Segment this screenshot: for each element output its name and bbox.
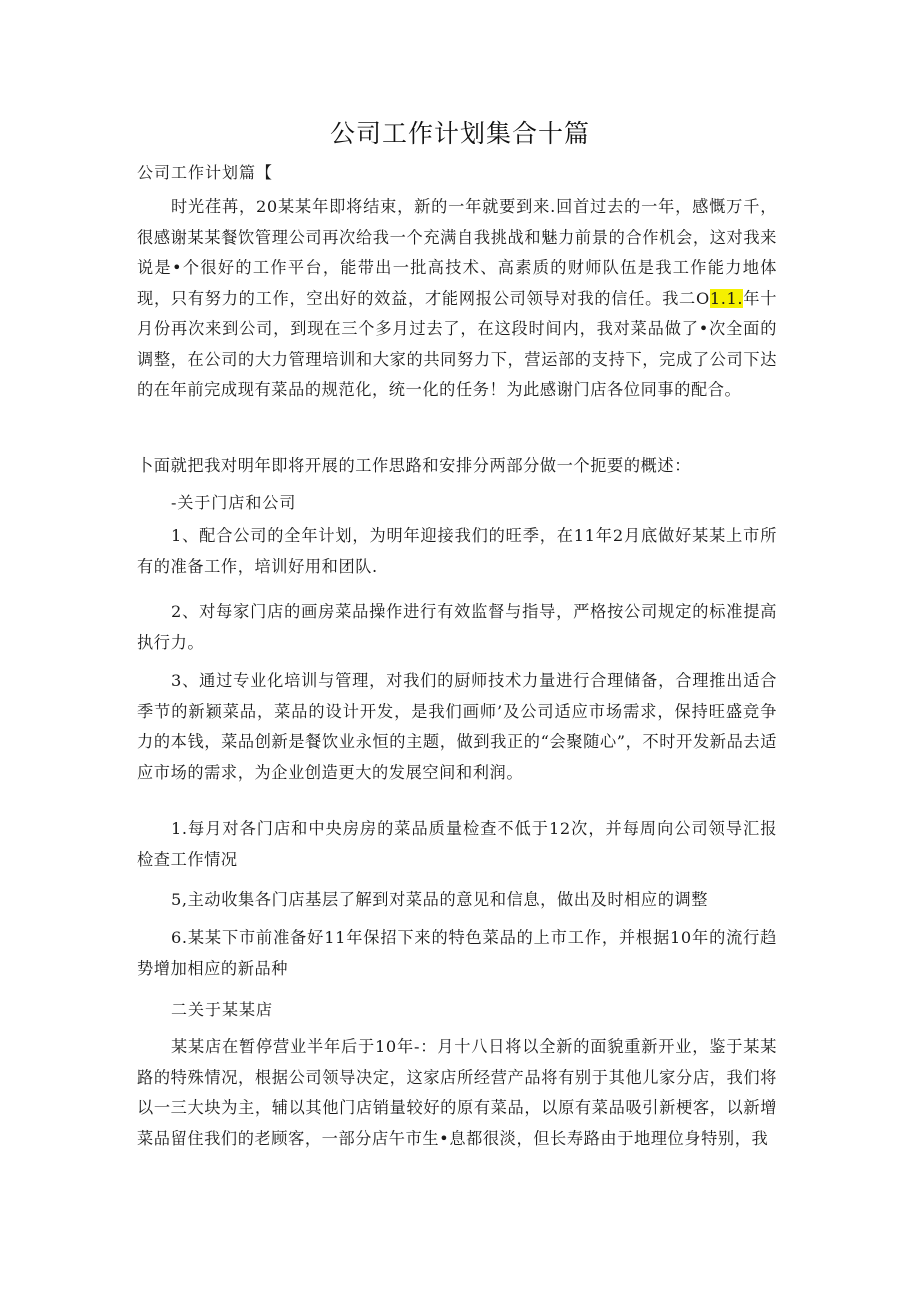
list-item-4: 1.每月对各门店和中央房房的菜品质量检查不低于12次，并每周向公司领导汇报检查工作情况 [137,819,777,869]
section-heading-2: 二关于某某店 [171,1000,274,1019]
intro-text-a: 时光荏苒，20某某年即将结束，新的一年就要到来.回首过去的一年，感慨万千，很感谢某某餐饮管理公司再次给我一个充满自我挑战和魅力前景的合作机会，这对我来说是•个很好的工作平台，能带出一批高技术、高素质的财师队伍是我工作能力地体现，只有努力的工作，空出好的效益，才能网报公司领导对我的信任。我二O [137,197,777,308]
highlighted-text: 1.1. [709,288,744,308]
list-item-5: 5,主动收集各门店基层了解到对菜品的意见和信息，做出及时相应的调整 [171,890,709,909]
list-item-1: 1、配合公司的全年计划，为明年迎接我们的旺季，在11年2月底做好某某上市所有的准备工作，培训好用和团队. [137,526,777,576]
document-title: 公司工作计划集合十篇 [329,119,590,148]
list-item-6: 6.某某下市前准备好11年保招下来的特色菜品的上市工作，并根据10年的流行趋势增加相应的新品种 [137,928,777,978]
intro-paragraph [137,192,777,406]
list-item-3: 3、通过专业化培训与管理，对我们的厨师技术力量进行合理储备，合理推出适合季节的新颖菜品，菜品的设计开发，是我们画师’及公司适应市场需求，保持旺盛竞争力的本钱，菜品创新是餐饮业永恒的主题，做到我正的“会聚随心”，不时开发新品去适应市场的需求，为企业创造更大的发展空间和利润。 [137,671,777,782]
list-item-2: 2、对每家门店的画房菜品操作进行有效监督与指导，严格按公司规定的标准提高执行力。 [137,602,777,652]
intro-summary: 卜面就把我对明年即将开展的工作思路和安排分两部分做一个扼要的概述： [137,456,691,475]
intro-text-b: 年十月份再次来到公司，到现在三个多月过去了，在这段时间内，我对菜品做了•次全面的调整，在公司的大力管理培训和大家的共同努力下，营运部的支持下，完成了公司下达的在年前完成现有菜品的规范化，统一化的任务！为此感谢门店各位同事的配合。 [137,288,778,399]
section-heading-1: -关于门店和公司 [171,493,297,512]
subheading: 公司工作计划篇【 [137,163,274,182]
store-paragraph: 某某店在暂停营业半年后于10年-：月十八日将以全新的面貌重新开业，鉴于某某路的特殊情况，根据公司领导决定，这家店所经营产品将有别于其他儿家分店，我们将以一三大块为主，辅以其他门店销量较好的原有菜品，以原有菜品吸引新梗客，以新增菜品留住我们的老顾客，一部分店午市生•息都很淡，但长寿路由于地理位身特别，我 [137,1037,777,1148]
